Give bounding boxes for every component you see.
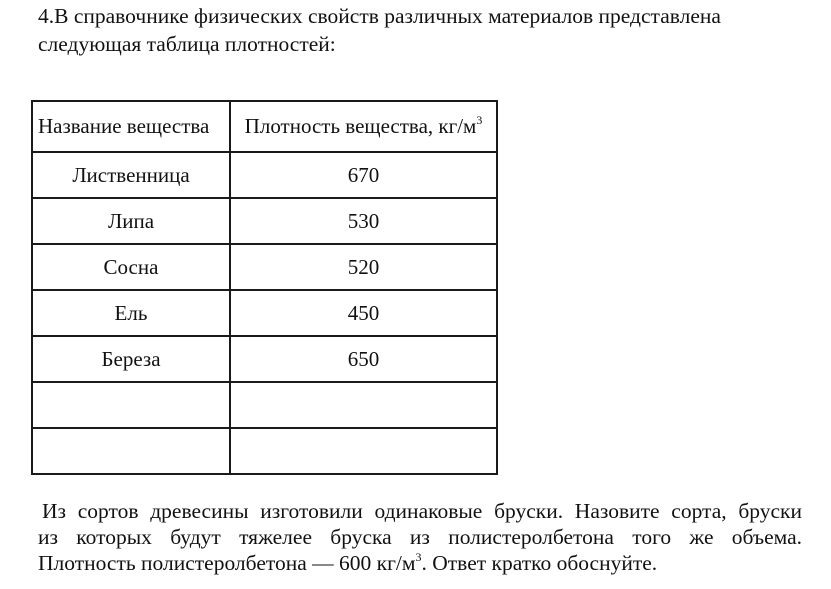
table-cell-density-empty [230, 428, 497, 474]
question-line-3-text: Плотность полистеролбетона — 600 кг/м [38, 551, 416, 575]
header-density-label: Плотность вещества, кг/м [244, 114, 477, 138]
table-cell-name: Лиственница [32, 152, 230, 198]
table-cell-density: 530 [230, 198, 497, 244]
table-cell-density: 450 [230, 290, 497, 336]
question-line-2: из которых будут тяжелее бруска из полистеролбетона того же объема. [38, 525, 802, 549]
question-line-3-suffix: . Ответ кратко обоснуйте. [421, 551, 658, 575]
header-density-exponent: 3 [476, 113, 483, 127]
header-density [230, 101, 497, 152]
task-heading [38, 2, 818, 58]
table-row [32, 336, 497, 382]
table-cell-name-empty [32, 428, 230, 474]
table-cell-name-empty [32, 382, 230, 428]
table-header-row [32, 101, 497, 152]
task-heading-line-2: следующая таблица плотностей: [38, 32, 336, 56]
header-substance-name: Название вещества [32, 101, 230, 152]
table-row-empty [32, 382, 497, 428]
task-heading-line-1: 4.В справочнике физических свойств различных материалов представлена [38, 4, 721, 28]
table-cell-name: Липа [32, 198, 230, 244]
table-row [32, 244, 497, 290]
table-cell-name: Ель [32, 290, 230, 336]
table-cell-name: Береза [32, 336, 230, 382]
table-row [32, 152, 497, 198]
table-row-empty [32, 428, 497, 474]
table-row [32, 290, 497, 336]
question-line-1: Из сортов древесины изготовили одинаковые бруски. Назовите сорта, бруски [42, 499, 802, 523]
table-row [32, 198, 497, 244]
density-table [31, 100, 498, 475]
table-cell-density: 520 [230, 244, 497, 290]
table-cell-density-empty [230, 382, 497, 428]
question-line-3 [38, 550, 802, 576]
question-line-3-exponent: 3 [415, 550, 422, 564]
table-cell-density: 670 [230, 152, 497, 198]
question-text [38, 498, 802, 576]
table-cell-name: Сосна [32, 244, 230, 290]
table-cell-density: 650 [230, 336, 497, 382]
